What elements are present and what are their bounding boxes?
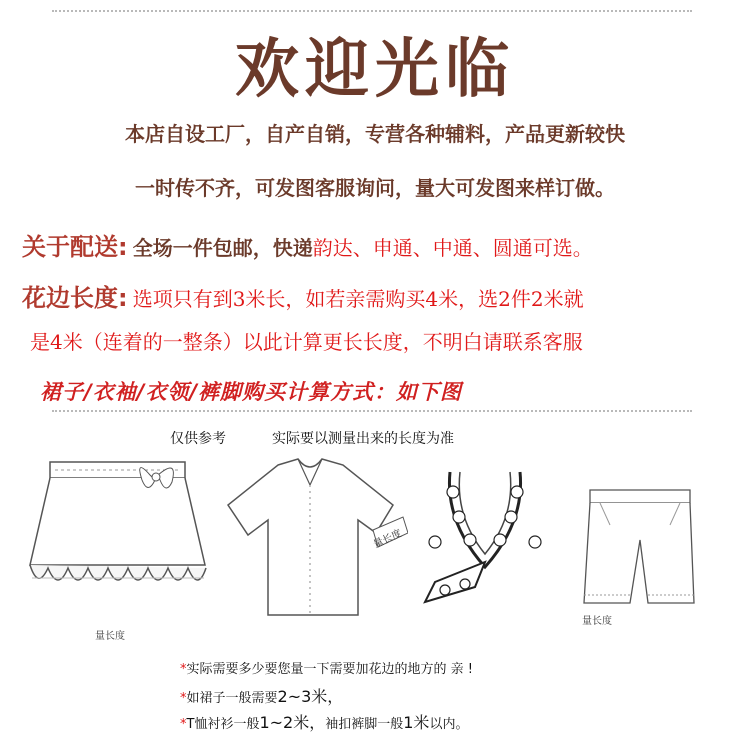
calc-title: 裙子/衣袖/衣领/裤脚购买计算方式：如下图: [40, 380, 463, 404]
intro-line-2: 一时传不齐，可发图客服询问，量大可发图来样订做。: [135, 176, 615, 200]
note-2-amount: 2~3米，: [277, 687, 344, 706]
delivery-row: [22, 227, 593, 262]
middle-divider: [52, 410, 692, 412]
note-3-amount-b: 1米: [403, 713, 430, 732]
top-divider: [52, 10, 692, 12]
caption-right: 实际要以测量出来的长度为准: [272, 431, 454, 447]
pants-measure-label: 量长度: [582, 616, 612, 627]
intro-line-1: 本店自设工厂，自产自销，专营各种辅料，产品更新较快: [125, 122, 625, 146]
shirt-measure-label: 量长度: [371, 527, 404, 551]
note-line-2: *如裙子一般需要2~3米，: [180, 687, 344, 706]
lace-length-label: 花边长度:: [22, 284, 128, 312]
collar-illustration: [415, 462, 555, 612]
note-3-text-b: 袖扣裤脚一般: [325, 717, 404, 732]
lace-length-row-2: [30, 326, 583, 355]
note-3-amount-a: 1~2米，: [259, 713, 326, 732]
delivery-label: 关于配送:: [22, 233, 128, 261]
lace-length-text-1: 选项只有到3米长，如若亲需购买4米，选2件2米就: [132, 287, 584, 311]
skirt-illustration: [20, 450, 210, 610]
note-1-text: 实际需要多少要您量一下需要加花边的地方的 亲 !: [186, 662, 473, 677]
lace-length-row: [22, 278, 584, 313]
delivery-couriers: 韵达、申通、中通、圆通可选。: [312, 236, 593, 260]
skirt-measure-label: 量长度: [95, 631, 125, 642]
lace-length-text-2: 是4米（连着的一整条）以此计算更长长度，不明白请联系客服: [30, 330, 583, 354]
delivery-text: 全场一件包邮，快递: [132, 236, 313, 260]
note-line-3: *T恤衬衫一般1~2米，袖扣裤脚一般1米以内。: [180, 713, 469, 732]
note-3-text-c: 以内。: [429, 717, 469, 732]
note-line-1: *实际需要多少要您量一下需要加花边的地方的 亲 !: [180, 662, 473, 677]
note-3-text-a: T恤衬衫一般: [186, 717, 260, 732]
page-title: 欢迎光临: [235, 33, 515, 107]
note-2-text: 如裙子一般需要: [186, 691, 278, 706]
caption-left: 仅供参考: [170, 431, 226, 447]
pants-illustration: [580, 485, 700, 610]
